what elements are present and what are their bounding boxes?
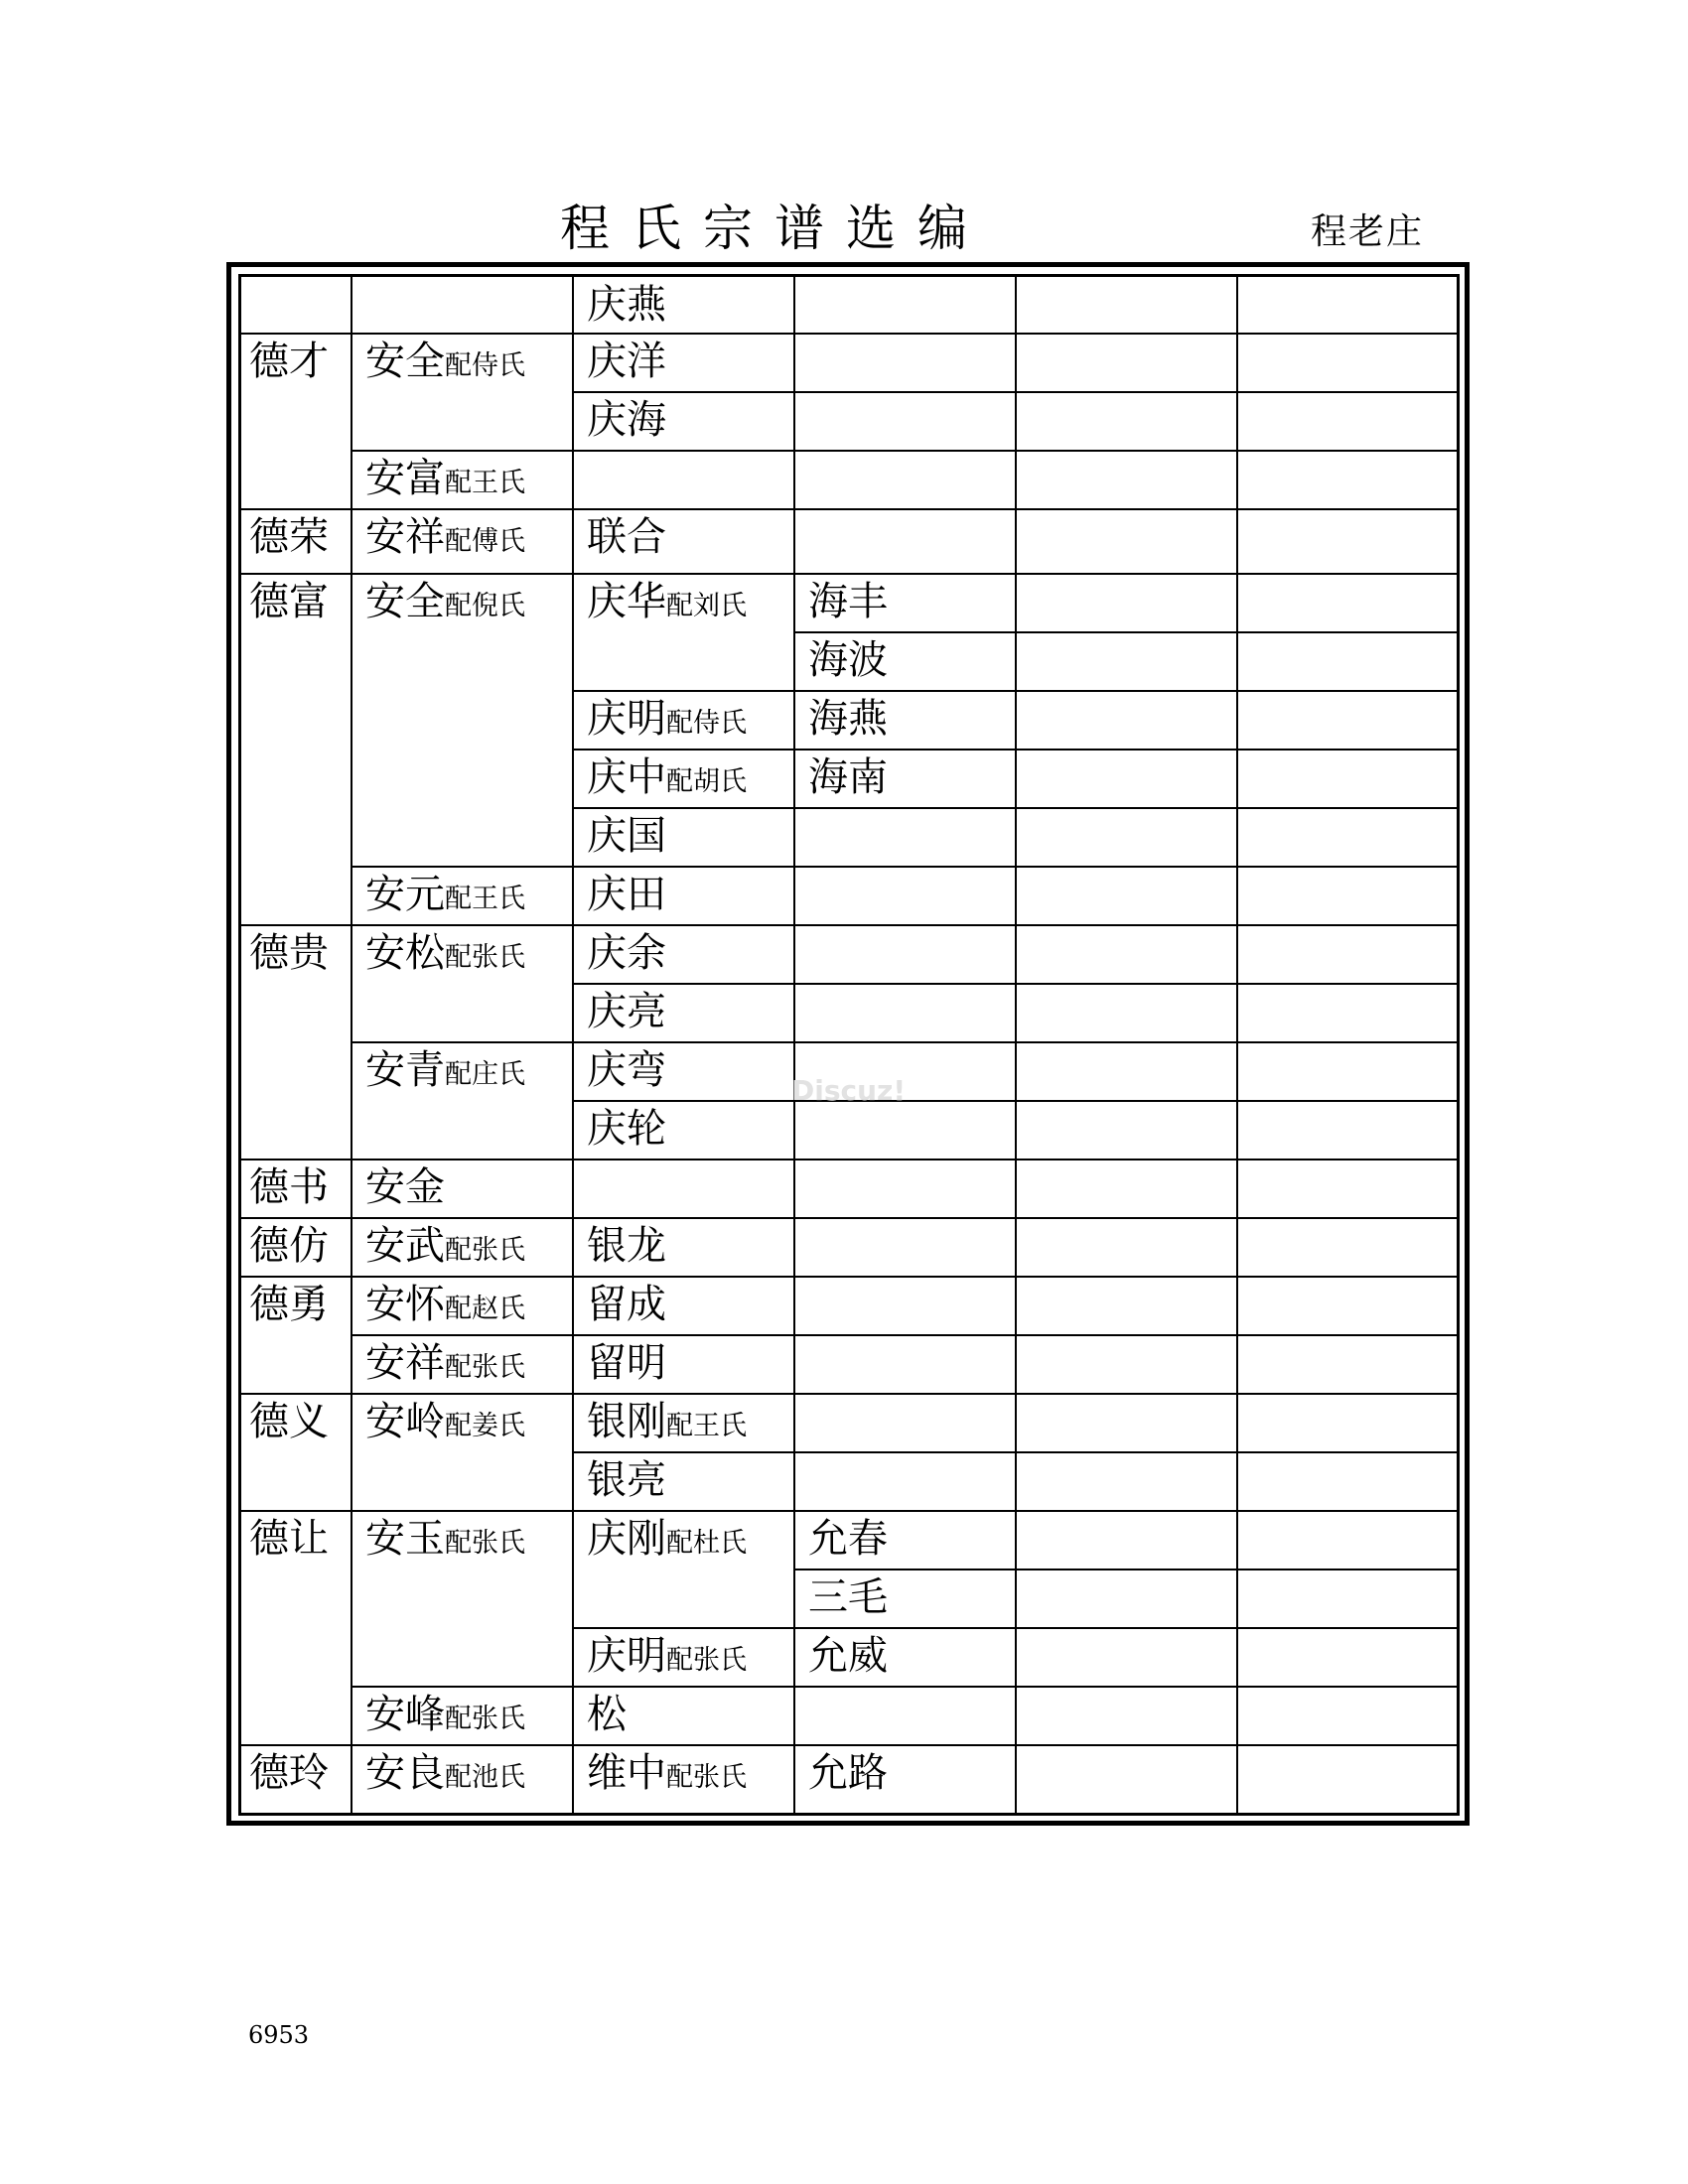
- spouse-note: 配张氏: [445, 1528, 525, 1559]
- person-name: 三毛: [808, 1574, 888, 1620]
- spouse-note: 配姜氏: [445, 1411, 525, 1441]
- row-divider: [241, 1510, 1457, 1512]
- location-label: 程老庄: [1311, 211, 1425, 252]
- person-name: 庆中: [587, 754, 666, 800]
- genealogy-entry: [808, 1630, 888, 1682]
- genealogy-entry: [249, 336, 329, 387]
- genealogy-entry: [249, 1747, 329, 1799]
- person-name: 德富: [249, 579, 329, 624]
- spouse-note: 配王氏: [666, 1411, 747, 1441]
- row-divider: [794, 1569, 1457, 1570]
- person-name: 德义: [249, 1399, 329, 1444]
- person-name: 德仿: [249, 1223, 329, 1269]
- person-name: 德勇: [249, 1282, 329, 1327]
- genealogy-entry: [587, 576, 747, 632]
- spouse-note: 配刘氏: [666, 591, 747, 621]
- person-name: 安全: [365, 579, 445, 624]
- spouse-note: 配池氏: [445, 1762, 525, 1793]
- row-divider: [794, 631, 1457, 633]
- genealogy-entry: [587, 986, 666, 1037]
- person-name: 安松: [365, 930, 445, 976]
- genealogy-entry: [808, 751, 888, 803]
- person-name: 德书: [249, 1164, 329, 1210]
- person-name: 安玉: [365, 1516, 445, 1562]
- person-name: 安峰: [365, 1692, 445, 1737]
- person-name: 银龙: [587, 1223, 666, 1269]
- genealogy-entry: [587, 869, 666, 920]
- genealogy-entry: [365, 869, 525, 925]
- genealogy-entry: [365, 1220, 525, 1277]
- person-name: 允路: [808, 1750, 888, 1796]
- genealogy-entry: [808, 576, 888, 627]
- genealogy-entry: [249, 511, 329, 563]
- genealogy-table-frame: [226, 262, 1470, 1826]
- person-name: 庆明: [587, 696, 666, 742]
- genealogy-entry: [587, 1747, 747, 1804]
- genealogy-entry: [587, 1689, 627, 1740]
- person-name: 德让: [249, 1516, 329, 1562]
- genealogy-entry: [808, 1513, 888, 1565]
- row-divider: [241, 1217, 1457, 1219]
- person-name: 安全: [365, 339, 445, 384]
- spouse-note: 配侍氏: [666, 708, 747, 739]
- genealogy-entry: [249, 1279, 329, 1330]
- person-name: 庆海: [587, 397, 666, 443]
- person-name: 海燕: [808, 696, 888, 742]
- person-name: 允威: [808, 1633, 888, 1679]
- genealogy-entry: [365, 1747, 525, 1804]
- row-divider: [352, 1686, 1457, 1688]
- genealogy-entry: [587, 1103, 666, 1155]
- genealogy-entry: [587, 1396, 747, 1452]
- person-name: 海南: [808, 754, 888, 800]
- person-name: 留明: [587, 1340, 666, 1386]
- genealogy-entry: [587, 693, 747, 750]
- person-name: 安富: [365, 456, 445, 501]
- spouse-note: 配傅氏: [445, 526, 525, 557]
- person-name: 安祥: [365, 514, 445, 560]
- genealogy-entry: [365, 336, 525, 392]
- genealogy-entry: [365, 1161, 445, 1213]
- person-name: 留成: [587, 1282, 666, 1327]
- person-name: 安祥: [365, 1340, 445, 1386]
- row-divider: [241, 573, 1457, 575]
- person-name: 银亮: [587, 1457, 666, 1503]
- genealogy-entry: [587, 1513, 747, 1570]
- watermark: Discuz!: [791, 1074, 907, 1107]
- genealogy-entry: [365, 576, 525, 632]
- genealogy-entry: [587, 1337, 666, 1389]
- genealogy-entry: [365, 1044, 525, 1101]
- genealogy-entry: [249, 576, 329, 627]
- genealogy-entry: [365, 1279, 525, 1335]
- genealogy-entry: [365, 1337, 525, 1394]
- genealogy-entry: [587, 279, 666, 331]
- person-name: 安武: [365, 1223, 445, 1269]
- row-divider: [573, 983, 1457, 985]
- genealogy-entry: [365, 1513, 525, 1570]
- genealogy-entry: [808, 693, 888, 745]
- person-name: 庆余: [587, 930, 666, 976]
- person-name: 安怀: [365, 1282, 445, 1327]
- person-name: 庆田: [587, 872, 666, 917]
- person-name: 银刚: [587, 1399, 666, 1444]
- person-name: 德玲: [249, 1750, 329, 1796]
- genealogy-entry: [808, 1747, 888, 1799]
- person-name: 允春: [808, 1516, 888, 1562]
- spouse-note: 配杜氏: [666, 1528, 747, 1559]
- spouse-note: 配张氏: [445, 1704, 525, 1734]
- spouse-note: 配赵氏: [445, 1294, 525, 1324]
- genealogy-entry: [587, 751, 747, 808]
- genealogy-grid: [238, 274, 1460, 1816]
- genealogy-entry: [587, 927, 666, 979]
- spouse-note: 配张氏: [445, 1235, 525, 1266]
- person-name: 安良: [365, 1750, 445, 1796]
- genealogy-entry: [365, 1689, 525, 1745]
- row-divider: [241, 1159, 1457, 1160]
- genealogy-entry: [249, 1513, 329, 1565]
- person-name: 联合: [587, 514, 666, 560]
- row-divider: [241, 333, 1457, 335]
- genealogy-entry: [587, 810, 666, 862]
- genealogy-entry: [249, 1161, 329, 1213]
- person-name: 庆国: [587, 813, 666, 859]
- row-divider: [352, 1041, 1457, 1043]
- person-name: 安岭: [365, 1399, 445, 1444]
- genealogy-entry: [587, 1044, 666, 1096]
- person-name: 松: [587, 1692, 627, 1737]
- genealogy-entry: [365, 511, 525, 568]
- person-name: 庆华: [587, 579, 666, 624]
- spouse-note: 配张氏: [666, 1762, 747, 1793]
- genealogy-entry: [365, 453, 525, 509]
- genealogy-entry: [249, 1220, 329, 1272]
- page-title: 程氏宗谱选编: [560, 200, 989, 257]
- page-number: 6953: [248, 2021, 310, 2049]
- person-name: 庆燕: [587, 282, 666, 328]
- spouse-note: 配张氏: [666, 1645, 747, 1676]
- person-name: 庆弯: [587, 1047, 666, 1093]
- person-name: 庆洋: [587, 339, 666, 384]
- spouse-note: 配侍氏: [445, 350, 525, 381]
- person-name: 庆刚: [587, 1516, 666, 1562]
- person-name: 德才: [249, 339, 329, 384]
- person-name: 德贵: [249, 930, 329, 976]
- genealogy-entry: [587, 1279, 666, 1330]
- row-divider: [352, 450, 1457, 452]
- row-divider: [573, 391, 1457, 393]
- genealogy-entry: [249, 1396, 329, 1447]
- person-name: 维中: [587, 1750, 666, 1796]
- person-name: 海丰: [808, 579, 888, 624]
- spouse-note: 配王氏: [445, 884, 525, 914]
- row-divider: [573, 690, 1457, 692]
- spouse-note: 配张氏: [445, 1352, 525, 1383]
- person-name: 安元: [365, 872, 445, 917]
- spouse-note: 配王氏: [445, 468, 525, 498]
- genealogy-entry: [808, 634, 888, 686]
- spouse-note: 配胡氏: [666, 766, 747, 797]
- row-divider: [573, 1627, 1457, 1629]
- genealogy-entry: [249, 927, 329, 979]
- genealogy-entry: [587, 1630, 747, 1687]
- spouse-note: 配庄氏: [445, 1059, 525, 1090]
- genealogy-entry: [587, 511, 666, 563]
- row-divider: [352, 866, 1457, 868]
- person-name: 庆亮: [587, 989, 666, 1034]
- person-name: 庆明: [587, 1633, 666, 1679]
- person-name: 德荣: [249, 514, 329, 560]
- person-name: 安金: [365, 1164, 445, 1210]
- genealogy-entry: [365, 1396, 525, 1452]
- person-name: 安青: [365, 1047, 445, 1093]
- spouse-note: 配张氏: [445, 942, 525, 973]
- person-name: 庆轮: [587, 1106, 666, 1152]
- genealogy-entry: [587, 1454, 666, 1506]
- person-name: 海波: [808, 637, 888, 683]
- genealogy-entry: [587, 336, 666, 387]
- row-divider: [573, 1100, 1457, 1102]
- genealogy-entry: [587, 1220, 666, 1272]
- genealogy-entry: [587, 394, 666, 446]
- genealogy-entry: [365, 927, 525, 984]
- spouse-note: 配倪氏: [445, 591, 525, 621]
- genealogy-entry: [808, 1571, 888, 1623]
